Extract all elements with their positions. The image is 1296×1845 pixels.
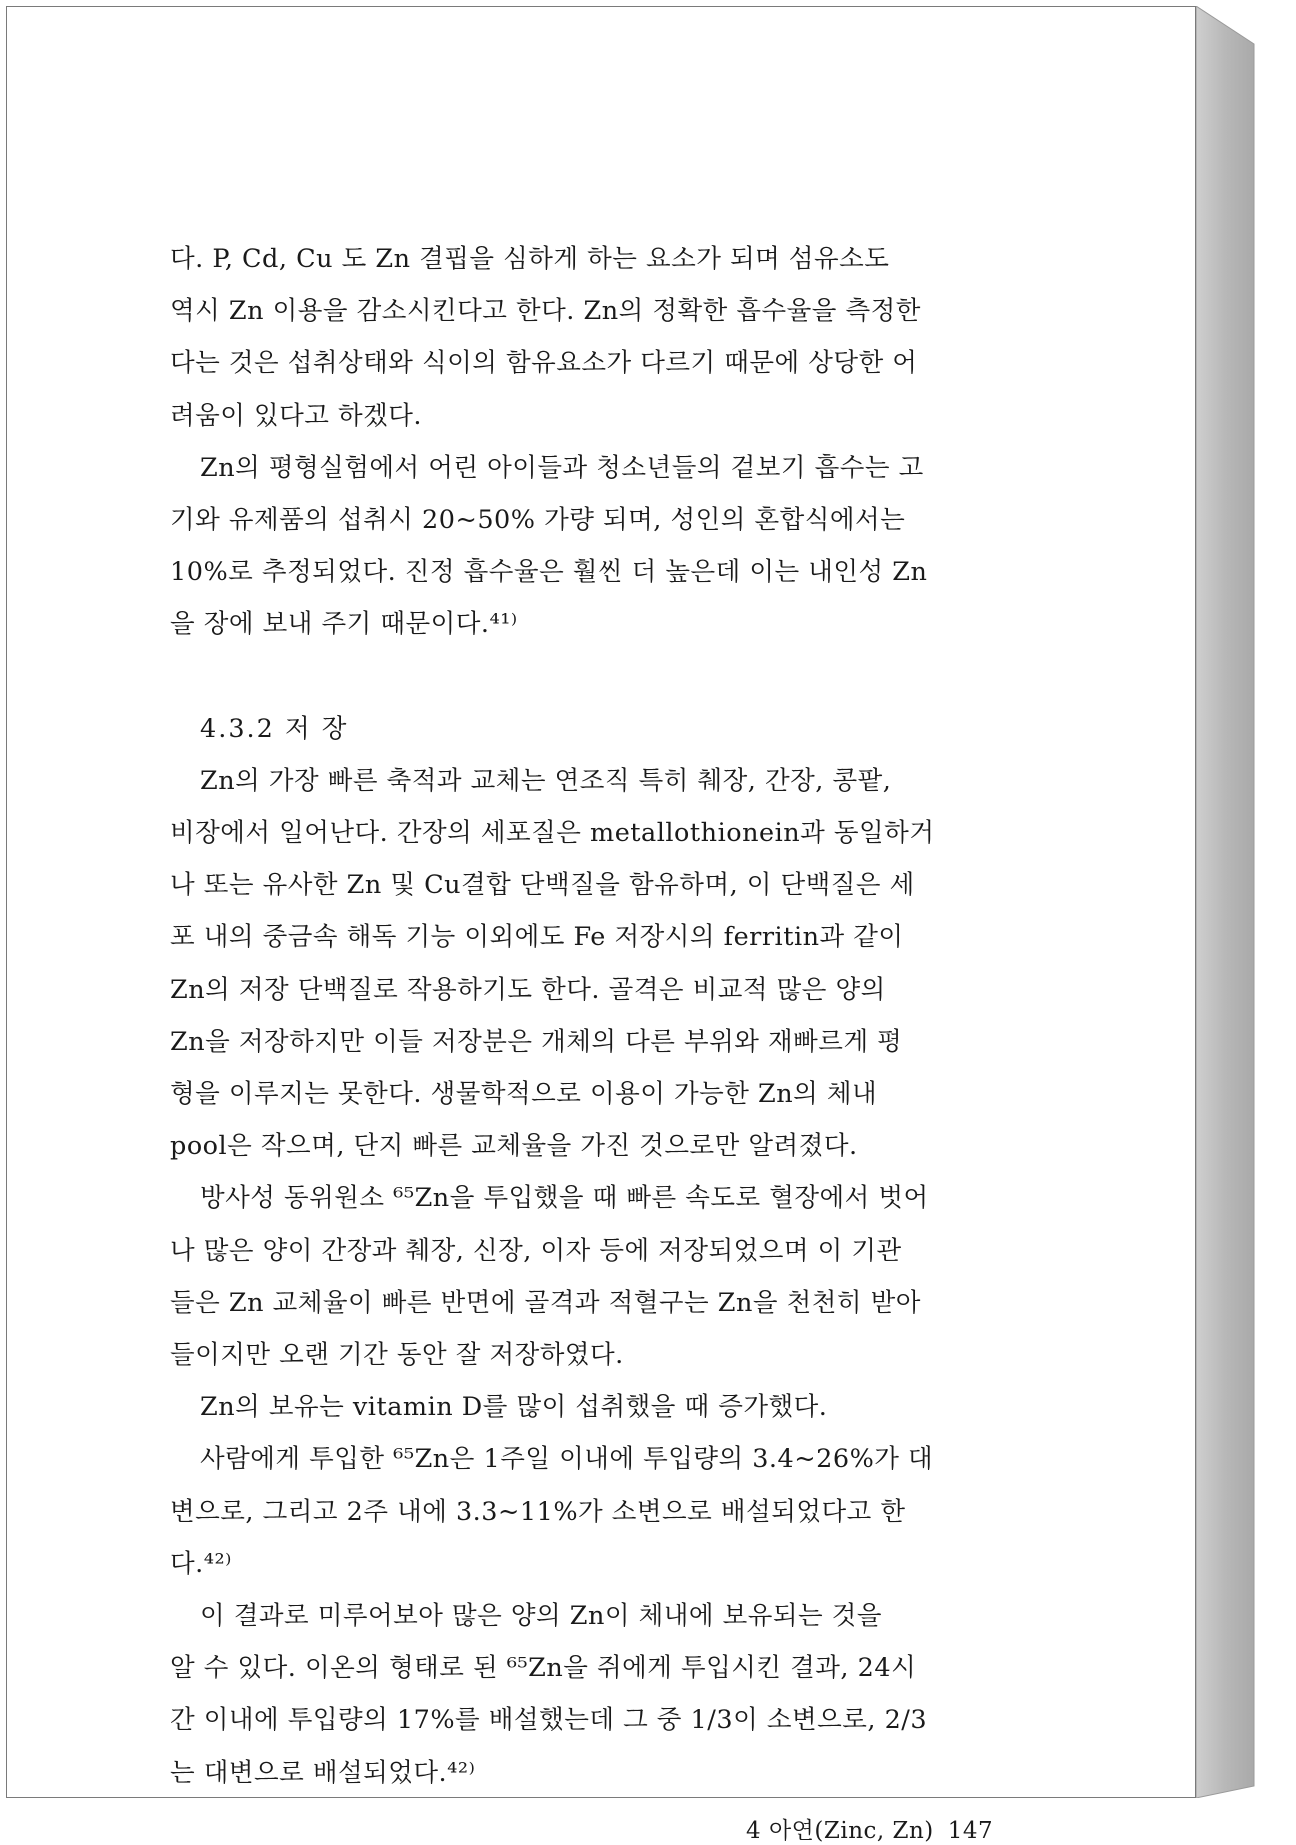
text-line-1: 다. P, Cd, Cu 도 Zn 결핍을 심하게 하는 요소가 되며 섬유소도 — [170, 244, 890, 274]
footer-chapter: 4 아연(Zinc, Zn) — [746, 1818, 934, 1844]
text-line-9: Zn의 가장 빠른 축적과 교체는 연조직 특히 췌장, 간장, 콩팥, — [200, 766, 892, 796]
text-line-12: 포 내의 중금속 해독 기능 이외에도 Fe 저장시의 ferritin과 같이 — [170, 922, 904, 952]
text-line-26: 알 수 있다. 이온의 형태로 된 ⁶⁵Zn을 쥐에게 투입시킨 결과, 24시 — [170, 1653, 917, 1683]
text-line-3: 다는 것은 섭취상태와 식이의 함유요소가 다르기 때문에 상당한 어 — [170, 348, 918, 378]
text-line-8: 을 장에 보내 주기 때문이다.⁴¹⁾ — [170, 609, 518, 639]
text-line-2: 역시 Zn 이용을 감소시킨다고 한다. Zn의 정확한 흡수율을 측정한 — [170, 296, 921, 326]
text-line-11: 나 또는 유사한 Zn 및 Cu결합 단백질을 함유하며, 이 단백질은 세 — [170, 870, 915, 900]
text-line-25: 이 결과로 미루어보아 많은 양의 Zn이 체내에 보유되는 것을 — [200, 1601, 883, 1631]
text-line-13: Zn의 저장 단백질로 작용하기도 한다. 골격은 비교적 많은 양의 — [170, 975, 886, 1005]
text-line-20: 들이지만 오랜 기간 동안 잘 저장하였다. — [170, 1340, 624, 1370]
text-line-16: pool은 작으며, 단지 빠른 교체율을 가진 것으로만 알려졌다. — [170, 1131, 858, 1161]
text-line-5: Zn의 평형실험에서 어린 아이들과 청소년들의 겉보기 흡수는 고 — [200, 453, 924, 483]
text-line-27: 간 이내에 투입량의 17%를 배설했는데 그 중 1/3이 소변으로, 2/3 — [170, 1705, 928, 1735]
text-line-22: 사람에게 투입한 ⁶⁵Zn은 1주일 이내에 투입량의 3.4~26%가 대 — [200, 1444, 934, 1474]
text-line-21: Zn의 보유는 vitamin D를 많이 섭취했을 때 증가했다. — [200, 1392, 828, 1422]
section-heading: 4.3.2 저 장 — [200, 714, 349, 744]
page-footer — [746, 1812, 993, 1845]
text-line-23: 변으로, 그리고 2주 내에 3.3~11%가 소변으로 배설되었다고 한 — [170, 1497, 906, 1527]
page-number: 147 — [947, 1818, 994, 1844]
text-line-28: 는 대변으로 배설되었다.⁴²⁾ — [170, 1758, 476, 1788]
text-line-10: 비장에서 일어난다. 간장의 세포질은 metallothionein과 동일하거 — [170, 818, 935, 848]
text-line-24: 다.⁴²⁾ — [170, 1549, 232, 1579]
text-line-15: 형을 이루지는 못한다. 생물학적으로 이용이 가능한 Zn의 체내 — [170, 1079, 878, 1109]
page-stack-edge — [1196, 6, 1292, 1798]
text-line-6: 기와 유제품의 섭취시 20~50% 가량 되며, 성인의 혼합식에서는 — [170, 505, 906, 535]
text-line-17: 방사성 동위원소 ⁶⁵Zn을 투입했을 때 빠른 속도로 혈장에서 벗어 — [200, 1183, 929, 1213]
text-line-7: 10%로 추정되었다. 진정 흡수율은 훨씬 더 높은데 이는 내인성 Zn — [170, 557, 928, 587]
text-line-19: 들은 Zn 교체율이 빠른 반면에 골격과 적혈구는 Zn을 천천히 받아 — [170, 1288, 921, 1318]
text-line-18: 나 많은 양이 간장과 췌장, 신장, 이자 등에 저장되었으며 이 기관 — [170, 1236, 902, 1266]
text-line-14: Zn을 저장하지만 이들 저장분은 개체의 다른 부위와 재빠르게 평 — [170, 1027, 903, 1057]
text-line-4: 려움이 있다고 하겠다. — [170, 401, 423, 431]
